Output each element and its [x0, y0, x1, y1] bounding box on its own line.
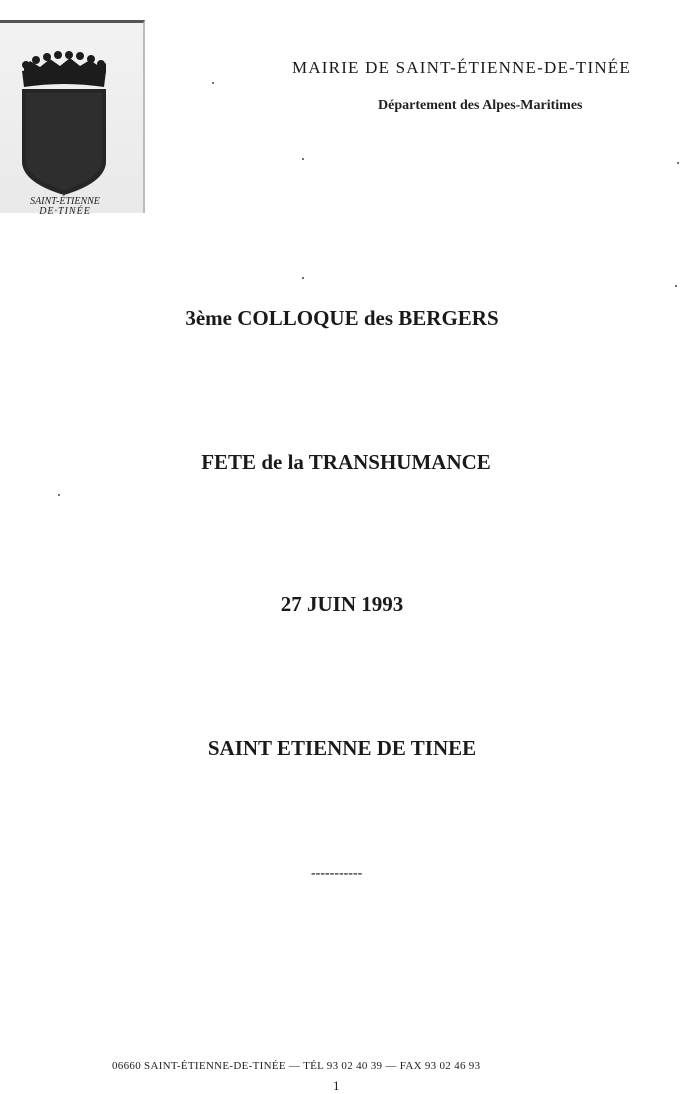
scan-speck: [58, 494, 60, 496]
crest-caption-line2: DE·TINÉE: [39, 206, 91, 217]
page-number: 1: [333, 1078, 340, 1093]
footer-address: 06660 SAINT-ÉTIENNE-DE-TINÉE — TÉL 93 02 40 39 — FAX 93 02 46 93: [112, 1060, 481, 1072]
coat-of-arms-logo: [0, 20, 145, 217]
mairie-heading: MAIRIE DE SAINT-ÉTIENNE-DE-TINÉE: [292, 58, 631, 77]
scan-speck: [212, 82, 214, 84]
crest-shield-icon: [0, 23, 143, 213]
scan-speck: [302, 277, 304, 279]
dashed-separator: -----------: [311, 866, 363, 881]
scan-speck: [677, 162, 679, 164]
departement-subheading: Département des Alpes-Maritimes: [378, 98, 583, 113]
fete-title: FETE de la TRANSHUMANCE: [201, 450, 491, 474]
scan-speck: [302, 158, 304, 160]
scan-speck: [675, 285, 677, 287]
crest-caption-line1: SAINT-ÉTIENNE: [30, 196, 100, 207]
event-date: 27 JUIN 1993: [280, 592, 404, 616]
colloque-title: 3ème COLLOQUE des BERGERS: [185, 306, 499, 330]
event-location: SAINT ETIENNE DE TINEE: [207, 736, 477, 760]
